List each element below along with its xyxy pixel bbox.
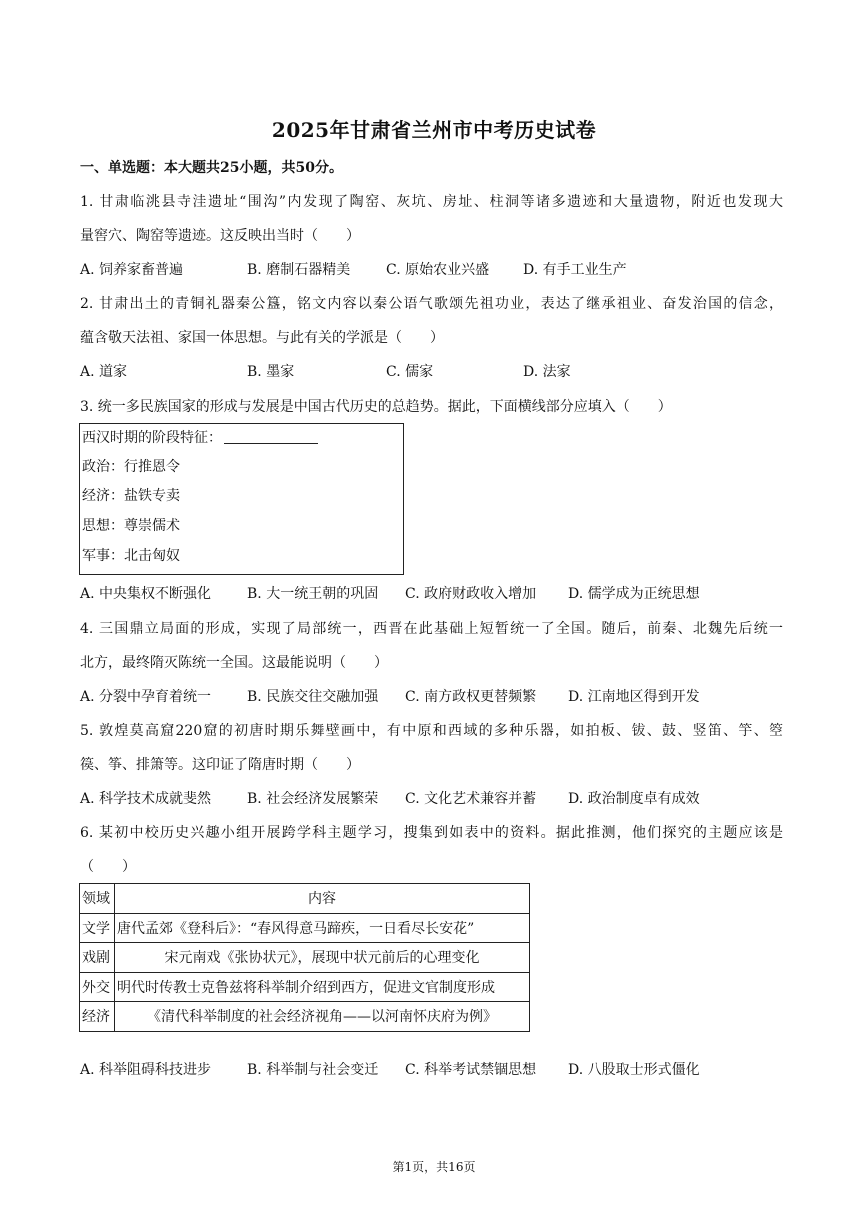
page-footer: 第1页，共16页 bbox=[392, 1160, 476, 1174]
question-6-line-2: （ ） bbox=[80, 859, 136, 875]
option-b[interactable]: B. 民族交往交融加强 bbox=[247, 689, 379, 705]
fill-blank bbox=[224, 429, 318, 444]
option-a[interactable]: A. 科举阻碍科技进步 bbox=[80, 1062, 212, 1078]
table-cell: 宋元南戏《张协状元》，展现中状元前后的心理变化 bbox=[115, 943, 530, 973]
option-b[interactable]: B. 科举制与社会变迁 bbox=[247, 1062, 379, 1078]
question-2-options bbox=[80, 362, 780, 382]
question-6-options bbox=[80, 1060, 780, 1080]
material-politics: 政治：行推恩令 bbox=[82, 459, 180, 475]
option-d[interactable]: D. 政治制度卓有成效 bbox=[568, 791, 700, 807]
table-cell: 文学 bbox=[80, 913, 115, 943]
option-a[interactable]: A. 饲养家畜普遍 bbox=[80, 262, 184, 278]
exam-title: 2025年甘肃省兰州市中考历史试卷 bbox=[271, 118, 597, 142]
option-c[interactable]: C. 南方政权更替频繁 bbox=[405, 689, 537, 705]
option-b[interactable]: B. 社会经济发展繁荣 bbox=[247, 791, 379, 807]
table-cell: 明代时传教士克鲁兹将科举制介绍到西方，促进文官制度形成 bbox=[115, 972, 530, 1002]
table-cell: 外交 bbox=[80, 972, 115, 1002]
material-thought: 思想：尊崇儒术 bbox=[82, 518, 180, 534]
option-b[interactable]: B. 大一统王朝的巩固 bbox=[247, 586, 379, 602]
option-d[interactable]: D. 有手工业生产 bbox=[523, 262, 627, 278]
question-3-options bbox=[80, 584, 780, 604]
option-d[interactable]: D. 江南地区得到开发 bbox=[568, 689, 700, 705]
option-c[interactable]: C. 儒家 bbox=[386, 364, 434, 380]
table-cell: 《清代科举制度的社会经济视角——以河南怀庆府为例》 bbox=[115, 1002, 530, 1032]
question-2-line-1: 2. 甘肃出土的青铜礼器秦公簋，铭文内容以秦公语气歌颂先祖功业，表达了继承祖业、奋发治国的信念， bbox=[80, 296, 783, 312]
table-header-row bbox=[80, 884, 530, 914]
option-c[interactable]: C. 文化艺术兼容并蓄 bbox=[405, 791, 537, 807]
option-c[interactable]: C. 政府财政收入增加 bbox=[405, 586, 537, 602]
table-row bbox=[80, 1002, 530, 1032]
table-row bbox=[80, 943, 530, 973]
option-b[interactable]: B. 墨家 bbox=[247, 364, 295, 380]
option-d[interactable]: D. 儒学成为正统思想 bbox=[568, 586, 700, 602]
question-3-line-1: 3. 统一多民族国家的形成与发展是中国古代历史的总趋势。据此，下面横线部分应填入（ ） bbox=[80, 399, 672, 415]
table-header-cell: 领域 bbox=[80, 884, 115, 914]
question-5-line-1: 5. 敦煌莫高窟220窟的初唐时期乐舞壁画中，有中原和西域的多种乐器，如拍板、钹、鼓、竖笛、竽、箜 bbox=[80, 723, 783, 739]
option-d[interactable]: D. 八股取士形式僵化 bbox=[568, 1062, 700, 1078]
table-row bbox=[80, 972, 530, 1002]
question-1-line-1: 1. 甘肃临洮县寺洼遗址“围沟”内发现了陶窑、灰坑、房址、柱洞等诸多遗迹和大量遗物，附近也发现大 bbox=[80, 194, 783, 210]
question-4-line-1: 4. 三国鼎立局面的形成，实现了局部统一，西晋在此基础上短暂统一了全国。随后，前秦、北魏先后统一 bbox=[80, 621, 783, 637]
option-a[interactable]: A. 科学技术成就斐然 bbox=[80, 791, 212, 807]
question-4-options bbox=[80, 687, 780, 707]
table-cell: 戏剧 bbox=[80, 943, 115, 973]
option-c[interactable]: C. 原始农业兴盛 bbox=[386, 262, 490, 278]
option-c[interactable]: C. 科举考试禁锢思想 bbox=[405, 1062, 537, 1078]
question-1-options bbox=[80, 260, 780, 280]
question-6-table bbox=[79, 883, 530, 1032]
table-header-cell: 内容 bbox=[115, 884, 530, 914]
table-cell: 唐代孟郊《登科后》：“春风得意马蹄疾，一日看尽长安花” bbox=[115, 913, 530, 943]
option-b[interactable]: B. 磨制石器精美 bbox=[247, 262, 351, 278]
question-1-line-2: 量窖穴、陶窑等遗迹。这反映出当时（ ） bbox=[80, 228, 360, 244]
section-heading: 一、单选题：本大题共25小题，共50分。 bbox=[80, 160, 343, 176]
question-3-material-box bbox=[79, 423, 404, 575]
material-military: 军事：北击匈奴 bbox=[82, 548, 180, 564]
option-a[interactable]: A. 道家 bbox=[80, 364, 128, 380]
question-4-line-2: 北方，最终隋灭陈统一全国。这最能说明（ ） bbox=[80, 655, 388, 671]
option-d[interactable]: D. 法家 bbox=[523, 364, 571, 380]
table-row bbox=[80, 913, 530, 943]
table-cell: 经济 bbox=[80, 1002, 115, 1032]
material-economy: 经济：盐铁专卖 bbox=[82, 488, 180, 504]
question-6-line-1: 6. 某初中校历史兴趣小组开展跨学科主题学习，搜集到如表中的资料。据此推测，他们探究的主题应该是 bbox=[80, 825, 783, 841]
option-a[interactable]: A. 分裂中孕育着统一 bbox=[80, 689, 212, 705]
material-heading: 西汉时期的阶段特征： bbox=[82, 428, 318, 448]
option-a[interactable]: A. 中央集权不断强化 bbox=[80, 586, 212, 602]
question-2-line-2: 蕴含敬天法祖、家国一体思想。与此有关的学派是（ ） bbox=[80, 330, 444, 346]
question-5-line-2: 篌、筝、排箫等。这印证了隋唐时期（ ） bbox=[80, 757, 360, 773]
question-5-options bbox=[80, 789, 780, 809]
